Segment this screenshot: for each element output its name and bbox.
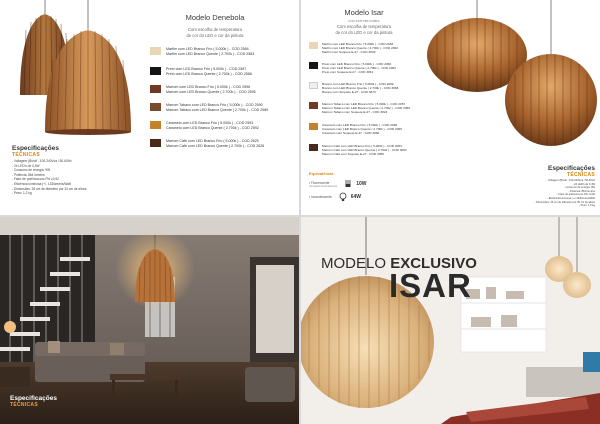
option-line: Marrom Café com LED Branco Quente ( 2.700k ) - COD 3053	[322, 148, 407, 153]
page-living-room	[0, 217, 299, 424]
option-line: Marfim com LED Branco Frio ( 5.000k ) - COD 2683	[322, 42, 394, 46]
option-line: Marrom Tabaco com LED Branco Quente ( 2.700k ) - COD 2589	[166, 108, 269, 112]
legend-label: • Incandescente	[309, 195, 332, 199]
option-line: Preto com LED Branco Quente ( 2.700k ) - COD 2062	[322, 66, 396, 71]
spec-block-isar	[501, 165, 595, 208]
spec-item: - Fator de potência:cos Phi ≥0,92	[556, 193, 595, 197]
spec-item: - Potência: 864 lúmens	[12, 172, 45, 177]
isar-option-3	[309, 102, 410, 115]
page-denebola	[0, 0, 299, 215]
spec-item: - Eficiência luminosa:(+/- 133lúmens/Watt	[12, 181, 71, 186]
option-line: Marrom Café com LED Branco Frio ( 5.000k ) - COD 3054	[322, 144, 402, 148]
denebola-option-0	[150, 47, 254, 57]
option-line: Marfim com Soquete E-27 - COD 3849	[322, 50, 376, 55]
spec-item: - Consumo de energia: 9W	[564, 186, 595, 190]
option-line: Branco com LED Branco Quente ( 2.700k ) - COD 3068	[322, 86, 399, 91]
color-swatch	[150, 85, 161, 93]
option-line: Marrom com LED Branco Quente ( 2.700k ) - COD 2595	[166, 90, 256, 94]
spec-item: - Consumo de energia: 9W	[12, 168, 51, 173]
isar-subtitle-1: Com escolha de temperatura	[337, 24, 391, 29]
option-line: Preto com Soquete E-27 - COD 3841	[322, 70, 374, 75]
color-swatch	[150, 121, 161, 129]
spec-subtitle: TÉCNICAS	[10, 402, 38, 408]
isar-option-2	[309, 82, 398, 95]
legend-label: • Fluorescente	[309, 180, 330, 185]
isar-title: Modelo Isar	[344, 8, 384, 17]
color-swatch	[309, 42, 318, 49]
showcase-model-name: ISAR	[389, 267, 472, 304]
page-isar-showcase	[301, 217, 600, 424]
spec-item: - Peso: 1,2 kg	[12, 191, 32, 196]
legend-sub: Compacta incandescente	[309, 184, 338, 188]
color-swatch	[309, 102, 318, 109]
option-line: Marfim com LED Branco Frio ( 5.000k ) - COD 2584	[166, 47, 249, 51]
cfl-bulb-icon	[343, 179, 353, 189]
spec-item: - Fator de potência:cos Phi ≥0,92	[12, 177, 59, 182]
horizontal-page-divider	[0, 215, 600, 217]
showcase-heading-normal: MODELO	[321, 255, 391, 272]
color-swatch	[150, 67, 161, 75]
spec-title: Especificações	[10, 395, 57, 402]
spec-block-denebola	[12, 145, 86, 196]
spec-item: - Voltagem (Bivolt - 100-240Vca / 50-60Hz	[546, 179, 595, 182]
option-line: Marfim com LED Branco Quente ( 2.700k ) - COD 2583	[166, 52, 255, 56]
option-line: Caramelo com Soquete E-27 - COD 3860	[322, 131, 380, 136]
legend-item-fluorescent	[309, 179, 367, 189]
spec-item: - Peso: 1,6 kg	[578, 204, 595, 208]
denebola-lamp-photo	[0, 0, 140, 150]
option-line: Marrom com LED Branco Frio ( 5.000k ) - COD 2596	[166, 85, 251, 89]
isar-code: COD 6435 6BF 6438FF	[348, 19, 380, 23]
isar-option-1	[309, 62, 396, 75]
color-swatch	[309, 62, 318, 69]
incandescent-bulb-icon	[338, 192, 348, 202]
option-line: Branco com LED Branco Frio ( 5.000k ) - COD 2069	[322, 82, 394, 86]
denebola-option-1	[150, 67, 252, 77]
spec-item: - Voltagem (Bivolt - 100-240Vca / 50-60Hz	[12, 159, 72, 163]
option-line: Preto com LED Branco Frio ( 5.000k ) - COD 2587	[166, 67, 247, 71]
isar-option-4	[309, 123, 402, 136]
color-swatch	[150, 103, 161, 111]
option-line: Preto com LED Branco Frio ( 5.000k ) - COD 2060	[322, 62, 392, 66]
legend-watt: 10W	[356, 181, 367, 187]
option-line: Preto com LED Branco Quente ( 2.700k ) - COD 2586	[166, 72, 252, 76]
legend-watt: 64W	[350, 194, 362, 200]
legend-title: Equivalência	[309, 171, 334, 176]
color-swatch	[309, 144, 318, 151]
spec-title: Especificações	[12, 145, 59, 152]
option-line: Caramelo com LED Branco Frio ( 5.000k ) - COD 2593	[166, 121, 254, 125]
living-room-photo	[0, 217, 299, 424]
color-swatch	[150, 139, 161, 147]
vertical-page-divider	[299, 0, 301, 424]
option-line: Caramelo com LED Branco Frio ( 5.000k ) - COD 2066	[322, 123, 398, 127]
showcase-heading-bold: EXCLUSIVO	[390, 255, 477, 272]
spec-list	[501, 179, 595, 208]
option-line: Caramelo com LED Branco Quente ( 2.700k ) - COD 2592	[166, 126, 259, 130]
isar-lamp-photo	[419, 0, 600, 150]
color-swatch	[309, 123, 318, 130]
option-line: Marrom Café com LED Branco Quente ( 2.700k ) - COD 2626	[166, 144, 265, 148]
spec-item: - 24 LED's de 0,4W	[12, 163, 40, 168]
option-line: Marrom Tabaco com LED Branco Frio ( 5.000k ) - COD 2057	[322, 102, 406, 106]
color-swatch	[309, 82, 318, 89]
spec-block-living-room	[10, 395, 57, 408]
option-line: Caramelo com LED Branco Quente ( 2.700k ) - COD 2065	[322, 127, 402, 132]
spec-subtitle: TÉCNICAS	[567, 172, 595, 178]
isar-subtitle-2: de cor do LED e cor da pintura	[335, 30, 393, 35]
spec-title: Especificações	[548, 165, 595, 172]
spec-item: - Dimensões: 26 cm de diâmetro por 34 cm de altura	[12, 186, 87, 191]
page-isar	[301, 0, 600, 215]
legend-item-incandescent	[309, 192, 367, 202]
isar-option-0	[309, 42, 398, 55]
denebola-option-4	[150, 121, 259, 131]
denebola-option-5	[150, 139, 264, 149]
isar-showcase-photo	[301, 217, 600, 424]
denebola-option-3	[150, 103, 268, 113]
spec-item: - Dimensões: 46 cm de diâmetro por 35 cm de altura	[534, 200, 595, 204]
option-line: Marfim com LED Branco Quente ( 2.700k ) - COD 2062	[322, 46, 398, 51]
option-line: Marrom Café com Soquete E-27 - COD 3055	[322, 152, 384, 157]
denebola-subtitle-1: Com escolha de temperatura	[188, 27, 242, 32]
denebola-title: Modelo Denebola	[185, 13, 245, 22]
spec-item: - Eficiência luminosa: (+/-133lúmens/Watt	[547, 196, 595, 200]
spec-item: - 24 LED's de 0,4W	[572, 182, 595, 186]
option-line: Marrom Tabaco com LED Branco Frio ( 5.000k ) - COD 2590	[166, 103, 263, 107]
option-line: Marrom Tabaco com Soquete E-27 - COD 3824	[322, 110, 388, 115]
denebola-option-2	[150, 85, 256, 95]
option-line: Marrom Tabaco com LED Branco Quente ( 2.700k ) - COD 2056	[322, 106, 410, 111]
spec-item: - Potência: 864 lúmens	[568, 189, 595, 193]
option-line: Branco com Soquete E-27 - COD 3874	[322, 90, 376, 95]
denebola-subtitle-2: de cor do LED e cor da pintura	[186, 33, 244, 38]
spec-subtitle: TÉCNICAS	[12, 152, 40, 158]
isar-option-5	[309, 144, 407, 157]
equivalence-legend	[309, 171, 367, 202]
color-swatch	[150, 47, 161, 55]
spec-list	[12, 159, 86, 196]
option-line: Marrom Café com LED Branco Frio ( 5.000k ) - COD 2625	[166, 139, 259, 143]
